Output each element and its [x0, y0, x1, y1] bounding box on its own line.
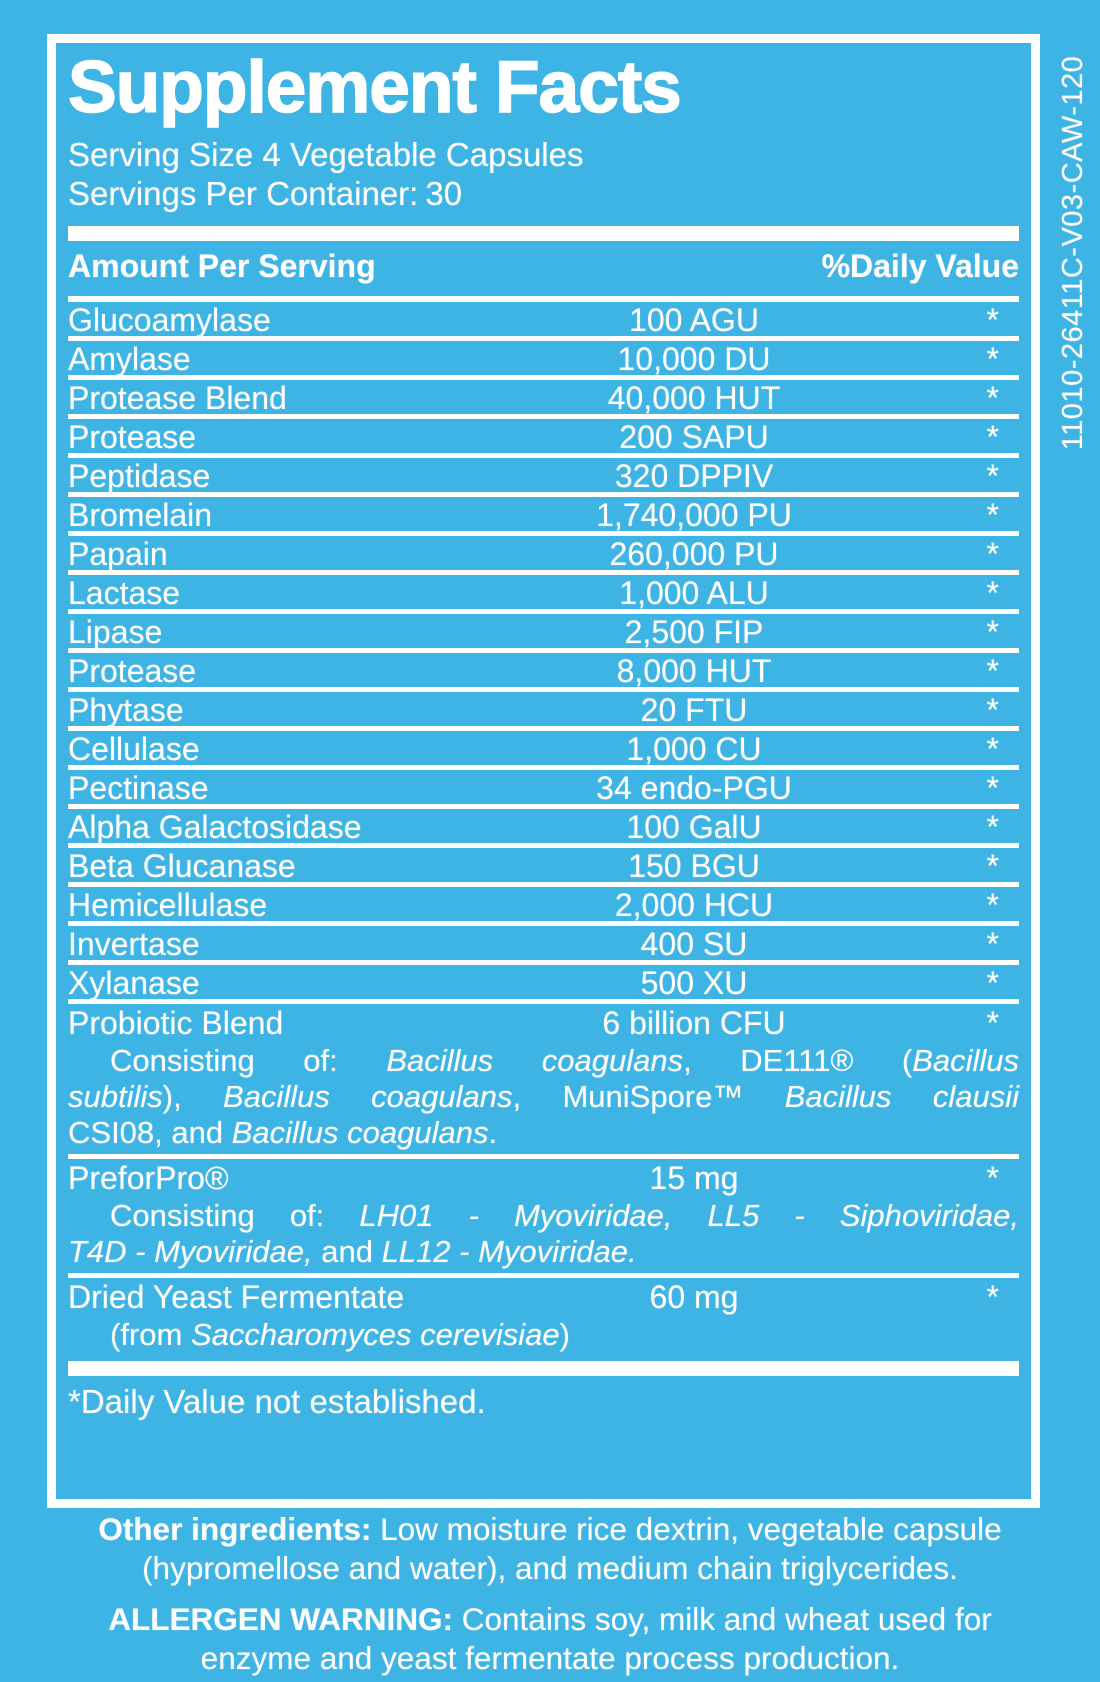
- daily-value-asterisk: *: [986, 575, 999, 611]
- daily-value-asterisk: *: [986, 731, 999, 767]
- table-row: [68, 653, 1019, 692]
- ingredient-amount: 500 XU: [640, 965, 748, 1001]
- text-segment: Bacillus clausii: [784, 1079, 1019, 1114]
- divider-thick-top: [68, 226, 1019, 241]
- daily-value-asterisk: *: [986, 380, 999, 416]
- ingredient-amount: 400 SU: [640, 926, 748, 962]
- ingredient-sublist: [68, 1043, 1019, 1159]
- daily-value-asterisk: *: [986, 614, 999, 650]
- lot-code: 11010-26411C-V03-CAW-120: [1057, 55, 1089, 451]
- table-row: [68, 1278, 1019, 1317]
- header-daily-value: %Daily Value: [821, 248, 1019, 284]
- ingredient-amount: 320 DPPIV: [614, 458, 774, 494]
- text-segment: CSI08, and: [68, 1115, 232, 1150]
- ingredient-amount: 100 GalU: [626, 809, 762, 845]
- daily-value-asterisk: *: [986, 341, 999, 377]
- table-row: [68, 419, 1019, 458]
- ingredient-name: Dried Yeast Fermentate: [68, 1279, 405, 1315]
- panel-title: Supplement Facts: [68, 47, 681, 128]
- table-header: [68, 241, 1019, 296]
- sublist-line: [68, 1198, 1019, 1234]
- label-footer: [0, 1510, 1100, 1678]
- ingredient-amount: 60 mg: [649, 1279, 739, 1315]
- ingredient-name: Cellulase: [68, 731, 200, 767]
- text-segment: and: [312, 1234, 382, 1269]
- text-segment: enzyme and yeast fermentate process production.: [200, 1640, 900, 1676]
- table-row: [68, 536, 1019, 575]
- daily-value-asterisk: *: [986, 458, 999, 494]
- ingredient-amount: 8,000 HUT: [616, 653, 772, 689]
- table-row: [68, 302, 1019, 341]
- ingredient-amount: 20 FTU: [640, 692, 748, 728]
- ingredient-name: Probiotic Blend: [68, 1005, 284, 1041]
- ingredient-name: Protease: [68, 653, 197, 689]
- daily-value-asterisk: *: [986, 653, 999, 689]
- other-ingredients: [24, 1510, 1076, 1588]
- text-segment: Low moisture rice dextrin, vegetable capsule: [380, 1511, 1002, 1547]
- servings-per-container-value: 30: [425, 175, 463, 212]
- daily-value-footnote: *Daily Value not established.: [68, 1383, 486, 1420]
- daily-value-asterisk: *: [986, 848, 999, 884]
- ingredient-name: Bromelain: [68, 497, 213, 533]
- daily-value-asterisk: *: [986, 809, 999, 845]
- footer-line: [24, 1639, 1076, 1678]
- text-segment: (hypromellose and water), and medium chain triglycerides.: [142, 1550, 958, 1586]
- table-row: [68, 926, 1019, 965]
- text-segment: ALLERGEN WARNING:: [108, 1601, 462, 1637]
- serving-size: Serving Size 4 Vegetable Capsules: [68, 136, 584, 173]
- text-segment: Other ingredients:: [98, 1511, 381, 1547]
- text-segment: , DE111® (: [683, 1043, 913, 1078]
- text-segment: subtilis: [68, 1079, 163, 1114]
- ingredient-amount: 260,000 PU: [609, 536, 779, 572]
- table-row: [68, 809, 1019, 848]
- daily-value-asterisk: *: [986, 692, 999, 728]
- ingredient-amount: 1,000 CU: [626, 731, 762, 767]
- ingredient-name: Alpha Galactosidase: [68, 809, 362, 845]
- ingredient-name: Lactase: [68, 575, 181, 611]
- sublist-line: [68, 1043, 1019, 1079]
- header-amount-per-serving: Amount Per Serving: [68, 248, 376, 284]
- supplement-facts-panel: [47, 34, 1040, 1508]
- table-row: [68, 887, 1019, 926]
- daily-value-asterisk: *: [986, 770, 999, 806]
- daily-value-asterisk: *: [986, 887, 999, 923]
- text-segment: Bacillus: [912, 1043, 1020, 1078]
- ingredient-name: Phytase: [68, 692, 184, 728]
- ingredient-name: Protease: [68, 419, 197, 455]
- ingredient-name: PreforPro®: [68, 1160, 229, 1196]
- daily-value-asterisk: *: [986, 302, 999, 338]
- servings-per-container-label: Servings Per Container:: [68, 175, 419, 212]
- footer-line: [24, 1600, 1076, 1639]
- ingredient-amount: 15 mg: [649, 1160, 739, 1196]
- ingredient-amount: 1,000 ALU: [619, 575, 769, 611]
- ingredient-name: Beta Glucanase: [68, 848, 296, 884]
- sublist-line: [68, 1079, 1019, 1115]
- table-row: [68, 575, 1019, 614]
- ingredient-name: Papain: [68, 536, 168, 572]
- table-row: [68, 497, 1019, 536]
- ingredient-amount: 1,740,000 PU: [596, 497, 792, 533]
- ingredient-name: Invertase: [68, 926, 200, 962]
- table-row: [68, 1004, 1019, 1043]
- text-segment: LH01 - Myoviridae, LL5 - Siphoviridae,: [359, 1198, 1019, 1233]
- ingredient-amount: 2,500 FIP: [624, 614, 764, 650]
- sublist-line: [68, 1317, 1019, 1353]
- footer-line: [24, 1549, 1076, 1588]
- text-segment: .: [488, 1115, 498, 1150]
- text-segment: Saccharomyces cerevisiae: [190, 1317, 560, 1352]
- allergen-warning: [24, 1600, 1076, 1678]
- ingredient-amount: 200 SAPU: [619, 419, 769, 455]
- daily-value-asterisk: *: [986, 1279, 999, 1315]
- table-row: [68, 848, 1019, 887]
- text-segment: Consisting of:: [110, 1198, 360, 1233]
- ingredient-sublist: [68, 1317, 1019, 1356]
- footer-line: [24, 1510, 1076, 1549]
- table-row: [68, 1159, 1019, 1198]
- text-segment: Consisting of:: [110, 1043, 387, 1078]
- table-row: [68, 731, 1019, 770]
- ingredients-table: [68, 302, 1019, 1356]
- text-segment: Contains soy, milk and wheat used for: [461, 1601, 992, 1637]
- daily-value-asterisk: *: [986, 1160, 999, 1196]
- sublist-line: [68, 1234, 1019, 1270]
- text-segment: ): [559, 1317, 570, 1352]
- table-row: [68, 770, 1019, 809]
- ingredient-amount: 2,000 HCU: [614, 887, 774, 923]
- table-row: [68, 458, 1019, 497]
- text-segment: ),: [162, 1079, 224, 1114]
- table-row: [68, 614, 1019, 653]
- ingredient-amount: 6 billion CFU: [602, 1005, 786, 1041]
- ingredient-name: Hemicellulase: [68, 887, 268, 923]
- ingredient-amount: 10,000 DU: [617, 341, 771, 377]
- table-row: [68, 692, 1019, 731]
- text-segment: Bacillus coagulans: [231, 1115, 489, 1150]
- text-segment: Bacillus coagulans: [223, 1079, 513, 1114]
- text-segment: , MuniSpore™: [512, 1079, 785, 1114]
- ingredient-name: Pectinase: [68, 770, 209, 806]
- daily-value-asterisk: *: [986, 965, 999, 1001]
- daily-value-asterisk: *: [986, 419, 999, 455]
- ingredient-amount: 40,000 HUT: [607, 380, 781, 416]
- text-segment: Bacillus coagulans: [386, 1043, 684, 1078]
- divider-thick-bottom: [68, 1361, 1019, 1376]
- sublist-line: [68, 1115, 1019, 1151]
- ingredient-sublist: [68, 1198, 1019, 1278]
- table-row: [68, 965, 1019, 1004]
- ingredient-amount: 34 endo-PGU: [596, 770, 792, 806]
- ingredient-amount: 100 AGU: [629, 302, 759, 338]
- text-segment: (from: [110, 1317, 191, 1352]
- daily-value-asterisk: *: [986, 926, 999, 962]
- ingredient-name: Protease Blend: [68, 380, 287, 416]
- text-segment: T4D - Myoviridae,: [68, 1234, 313, 1269]
- text-segment: LL12 - Myoviridae.: [381, 1234, 637, 1269]
- ingredient-name: Lipase: [68, 614, 163, 650]
- table-row: [68, 380, 1019, 419]
- ingredient-amount: 150 BGU: [628, 848, 760, 884]
- daily-value-asterisk: *: [986, 497, 999, 533]
- daily-value-asterisk: *: [986, 1005, 999, 1041]
- ingredient-name: Amylase: [68, 341, 191, 377]
- ingredient-name: Peptidase: [68, 458, 211, 494]
- table-row: [68, 341, 1019, 380]
- daily-value-asterisk: *: [986, 536, 999, 572]
- ingredient-name: Glucoamylase: [68, 302, 271, 338]
- servings-per-container: [68, 174, 1019, 213]
- ingredient-name: Xylanase: [68, 965, 200, 1001]
